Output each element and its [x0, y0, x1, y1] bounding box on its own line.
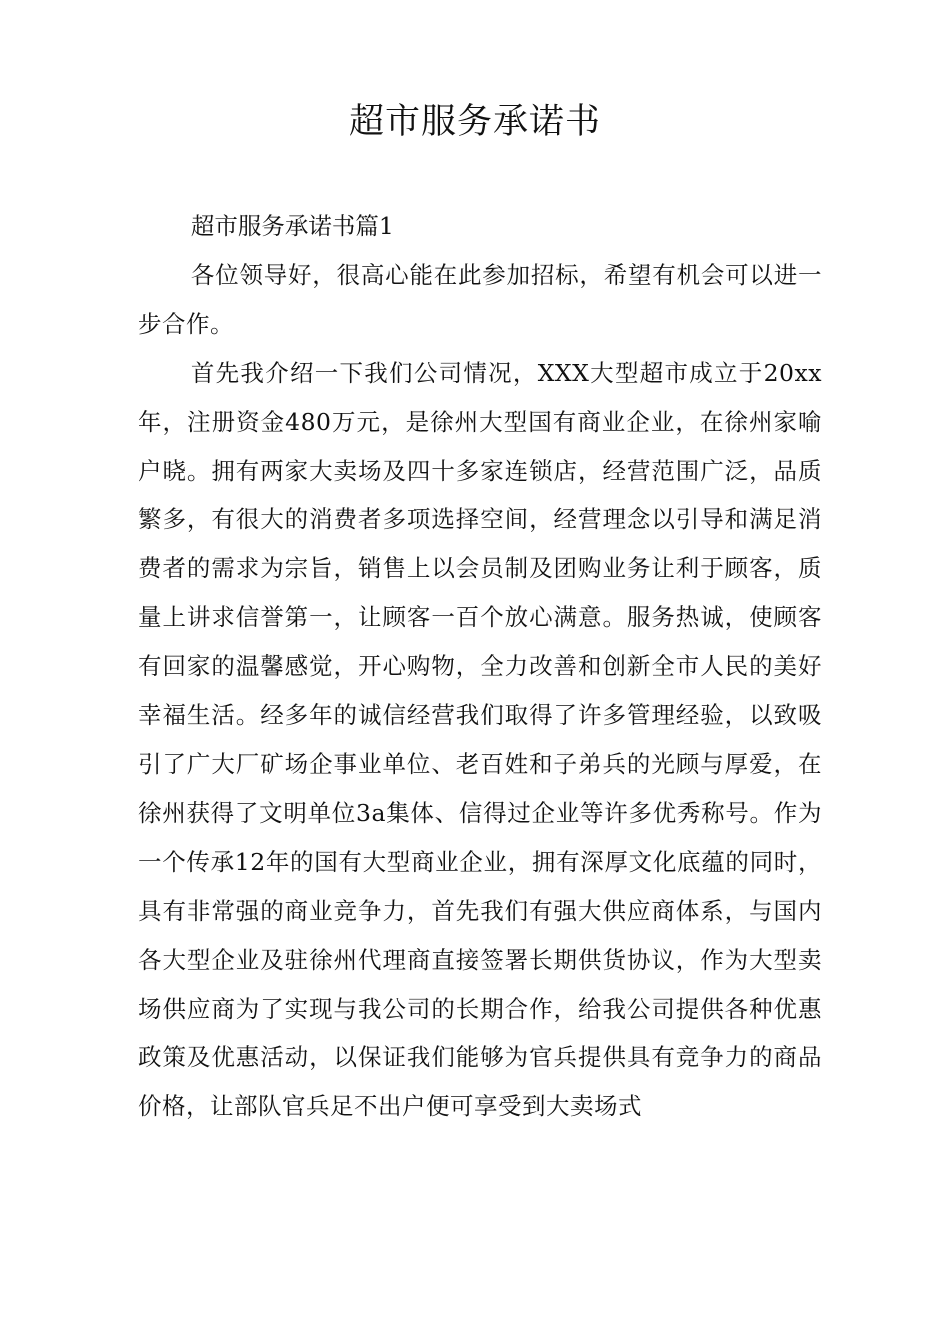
paragraph-greeting: 各位领导好，很高心能在此参加招标，希望有机会可以进一步合作。: [138, 260, 822, 338]
document-body: [138, 202, 822, 1131]
paragraph-company-intro: 首先我介绍一下我们公司情况，XXX大型超市成立于20xx年，注册资金480万元，是徐州大型国有商业企业，在徐州家喻户晓。拥有两家大卖场及四十多家连锁店，经营范围广泛，品质繁多，有很大的消费者多项选择空间，经营理念以引导和满足消费者的需求为宗旨，销售上以会员制及团购业务让利于顾客，质量上讲求信誉第一，让顾客一百个放心满意。服务热诚，使顾客有回家的温馨感觉，开心购物，全力改善和创新全市人民的美好幸福生活。经多年的诚信经营我们取得了许多管理经验，以致吸引了广大厂矿场企事业单位、老百姓和子弟兵的光顾与厚爱，在徐州获得了文明单位3a集体、信得过企业等许多优秀称号。作为一个传承12年的国有大型商业企业，拥有深厚文化底蕴的同时，具有非常强的商业竞争力，首先我们有强大供应商体系，与国内各大型企业及驻徐州代理商直接签署长期供货协议，作为大型卖场供应商为了实现与我公司的长期合作，给我公司提供各种优惠政策及优惠活动，以保证我们能够为官兵提供具有竞争力的商品价格，让部队官兵足不出户便可享受到大卖场式: [138, 358, 822, 1121]
section-heading: 超市服务承诺书篇1: [190, 212, 394, 240]
document-title: 超市服务承诺书: [348, 102, 601, 142]
